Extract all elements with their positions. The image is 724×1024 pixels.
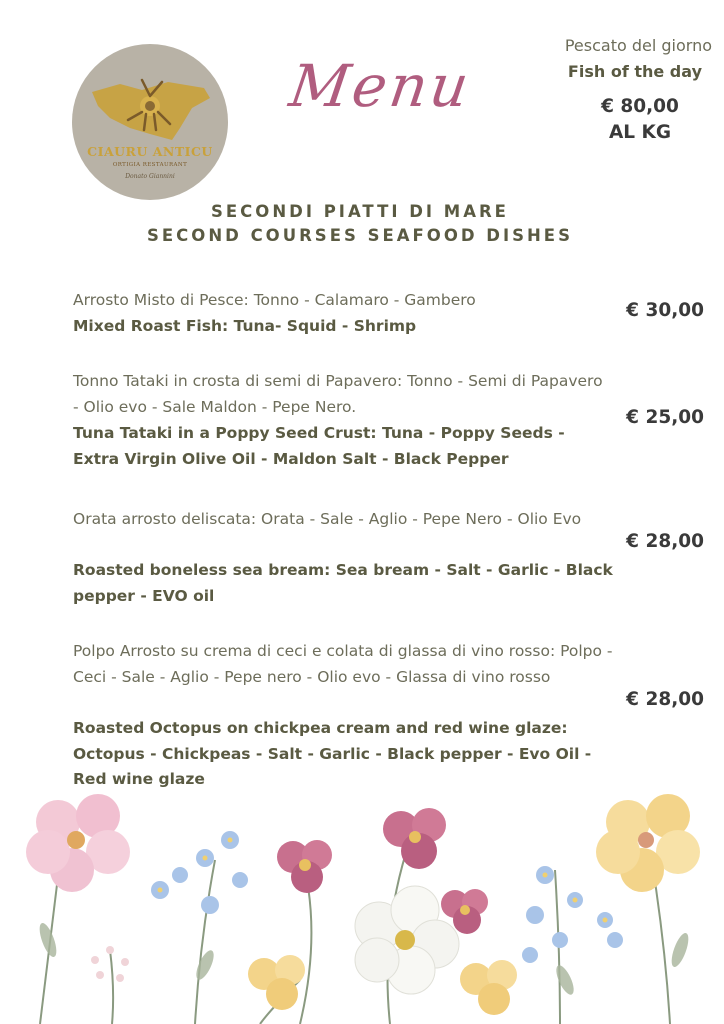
logo-subtitle: ORTIGIA RESTAURANT: [112, 162, 188, 168]
fish-of-day-label-en: Fish of the day: [567, 62, 702, 81]
fish-of-day-unit: AL KG: [608, 122, 672, 143]
flower-border-illustration: [0, 780, 724, 1024]
menu-item-description-it: Polpo Arrosto su crema di ceci e colata di glassa di vino rosso: Polpo - Ceci - Sale - Aglio - Pepe nero - Olio evo - Glassa di vino rosso: [73, 642, 613, 686]
menu-item-price: € 28,00: [626, 531, 704, 552]
menu-item-price: € 28,00: [626, 689, 704, 710]
menu-item-description-it: Arrosto Misto di Pesce: Tonno - Calamaro - Gambero: [73, 291, 476, 309]
menu-item-price: € 30,00: [626, 300, 704, 321]
logo-name: CIAURU ANTICU: [87, 144, 213, 159]
section-title-it: SECONDI PIATTI DI MARE: [211, 202, 509, 221]
menu-item-description-it: Orata arrosto deliscata: Orata - Sale - Aglio - Pepe Nero - Olio Evo: [73, 510, 582, 528]
fish-of-day-price: € 80,00: [601, 96, 679, 117]
menu-item-description-en: Roasted Octopus on chickpea cream and red wine glaze: Octopus - Chickpeas - Salt - Garlic - Black pepper - Evo Oil - Red wine glaze: [73, 719, 592, 788]
menu-item-description-en: Mixed Roast Fish: Tuna- Squid - Shrimp: [73, 317, 417, 335]
restaurant-logo: [72, 44, 228, 200]
menu-item-price: € 25,00: [626, 407, 704, 428]
section-title-en: SECOND COURSES SEAFOOD DISHES: [147, 226, 573, 245]
logo-signature: Donato Giannini: [125, 173, 175, 180]
fish-of-day-label-it: Pescato del giorno: [564, 36, 712, 55]
menu-item-description-en: Tuna Tataki in a Poppy Seed Crust: Tuna - Poppy Seeds - Extra Virgin Olive Oil - Maldon Salt - Black Pepper: [73, 424, 565, 468]
menu-item-description-en: Roasted boneless sea bream: Sea bream - Salt - Garlic - Black pepper - EVO oil: [73, 561, 613, 605]
menu-title: Menu: [285, 52, 476, 120]
menu-item-description-it: Tonno Tataki in crosta di semi di Papavero: Tonno - Semi di Papavero - Olio evo - Sale Maldon - Pepe Nero.: [73, 372, 603, 416]
